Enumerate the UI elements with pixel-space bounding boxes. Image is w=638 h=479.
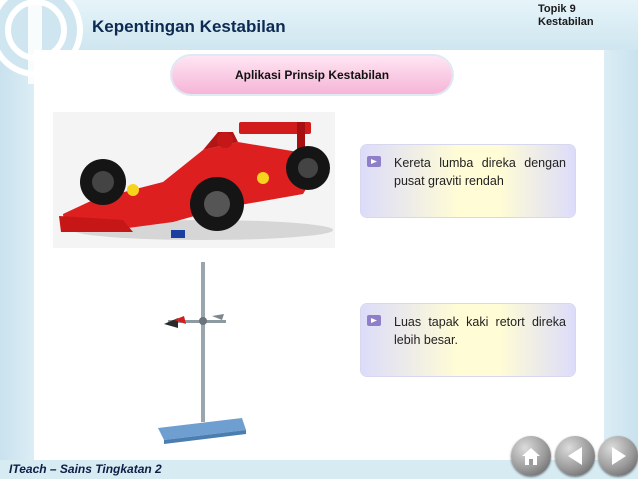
- info-text-retort-stand: Luas tapak kaki retort direka lebih besar.: [394, 315, 566, 347]
- home-icon: [511, 436, 551, 476]
- triangle-left-icon: [555, 436, 595, 476]
- subtitle-banner: Aplikasi Prinsip Kestabilan: [172, 56, 452, 94]
- topic-number: Topik 9: [538, 3, 576, 15]
- info-text-racing-car: Kereta lumba direka dengan pusat graviti rendah: [394, 156, 566, 188]
- next-slide-button[interactable]: [598, 436, 638, 476]
- bullet-icon: [367, 156, 381, 167]
- topic-label: [538, 3, 594, 29]
- topic-name: Kestabilan: [538, 16, 594, 28]
- right-band: [604, 50, 638, 460]
- triangle-right-icon: [598, 436, 638, 476]
- racing-car-photo: [53, 112, 335, 248]
- page-title: Kepentingan Kestabilan: [92, 17, 286, 36]
- footer-label: ITeach – Sains Tingkatan 2: [9, 462, 162, 476]
- previous-slide-button[interactable]: [555, 436, 595, 476]
- home-button[interactable]: [511, 436, 551, 476]
- retort-stand-photo: [154, 258, 249, 448]
- left-band: [0, 50, 34, 460]
- bullet-icon: [367, 315, 381, 326]
- info-box-racing-car: [361, 145, 575, 217]
- info-box-retort-stand: [361, 304, 575, 376]
